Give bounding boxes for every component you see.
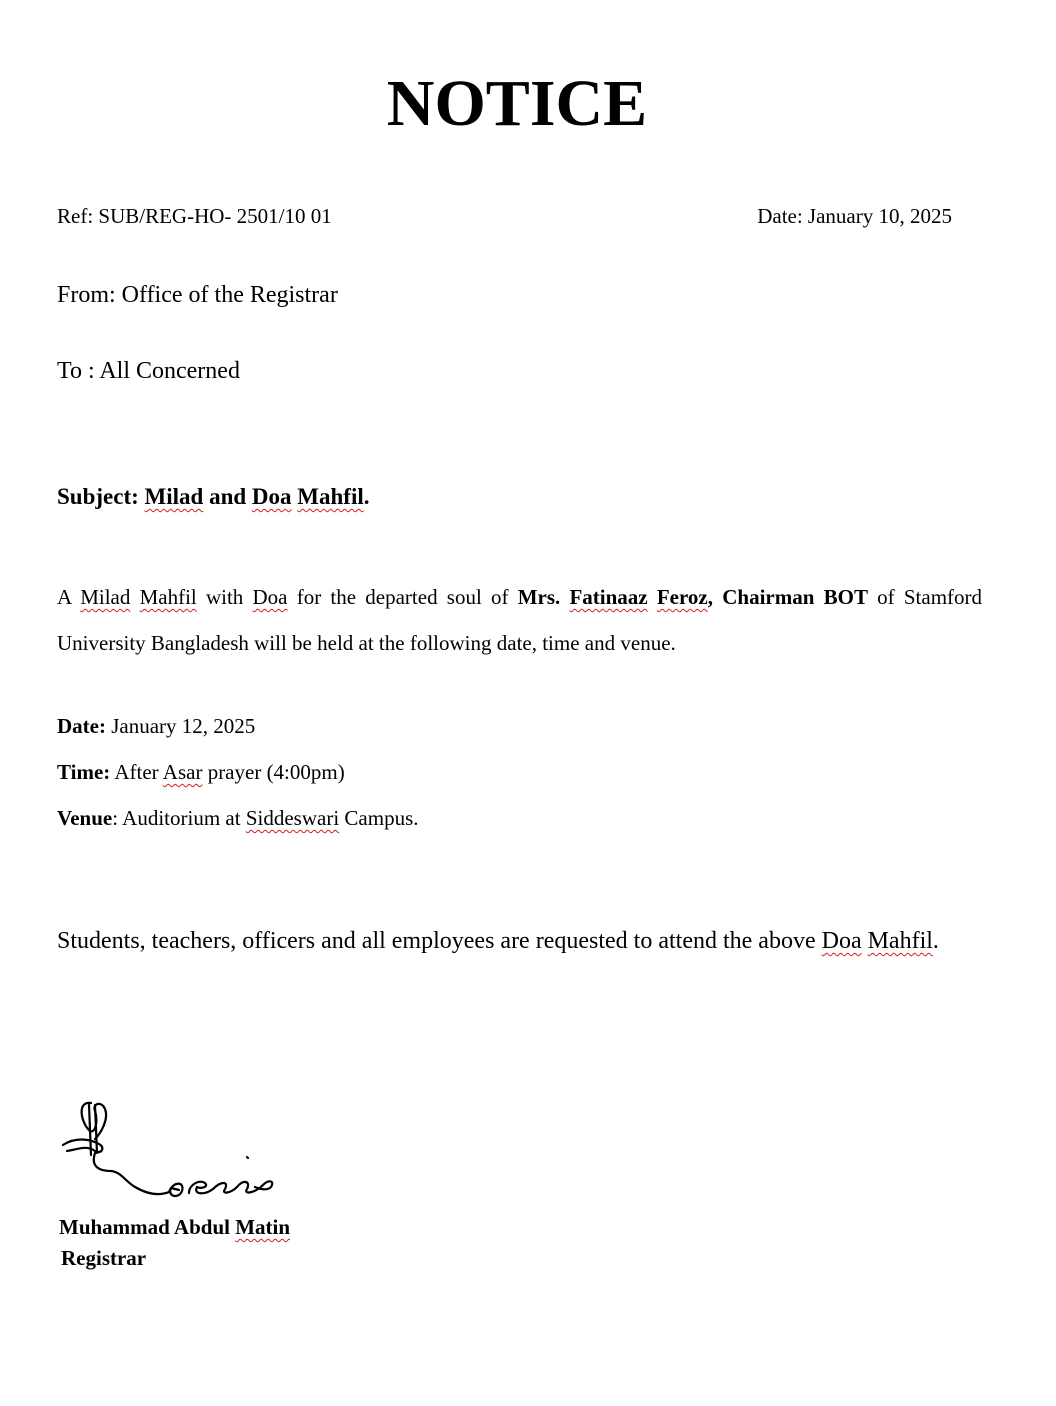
subject-line: Subject: Milad and Doa Mahfil. <box>57 484 370 509</box>
notice-title: NOTICE <box>386 67 648 140</box>
reference-number: Ref: SUB/REG-HO- 2501/10 01 <box>57 204 332 228</box>
event-date: Date: January 12, 2025 <box>57 714 256 738</box>
event-time: Time: After Asar prayer (4:00pm) <box>57 760 345 784</box>
subject-label: Subject: <box>57 484 145 509</box>
signatory-designation: Registrar <box>61 1246 147 1270</box>
subject-word-milad: Milad <box>144 484 204 509</box>
event-venue: Venue: Auditorium at Siddeswari Campus. <box>57 806 419 830</box>
handwritten-signature <box>55 1095 285 1210</box>
from-line: From: Office of the Registrar <box>57 282 338 308</box>
signatory-name: Muhammad Abdul Matin <box>59 1215 291 1239</box>
closing-paragraph: Students, teachers, officers and all employees are requested to attend the above Doa Mahfil. <box>57 928 939 954</box>
subject-word-mahfil: Mahfil <box>297 484 364 509</box>
honoree-name: Mrs. Fatinaaz Feroz, Chairman BOT <box>517 585 868 609</box>
issue-date: Date: January 10, 2025 <box>757 204 952 228</box>
announcement-paragraph: A Milad Mahfil with Doa for the departed soul of Mrs. Fatinaaz Feroz, Chairman BOT of Stamford University Bangladesh will be held at the following date, time and venue. <box>57 585 983 655</box>
subject-word-doa: Doa <box>251 484 292 509</box>
to-line: To : All Concerned <box>57 358 240 384</box>
